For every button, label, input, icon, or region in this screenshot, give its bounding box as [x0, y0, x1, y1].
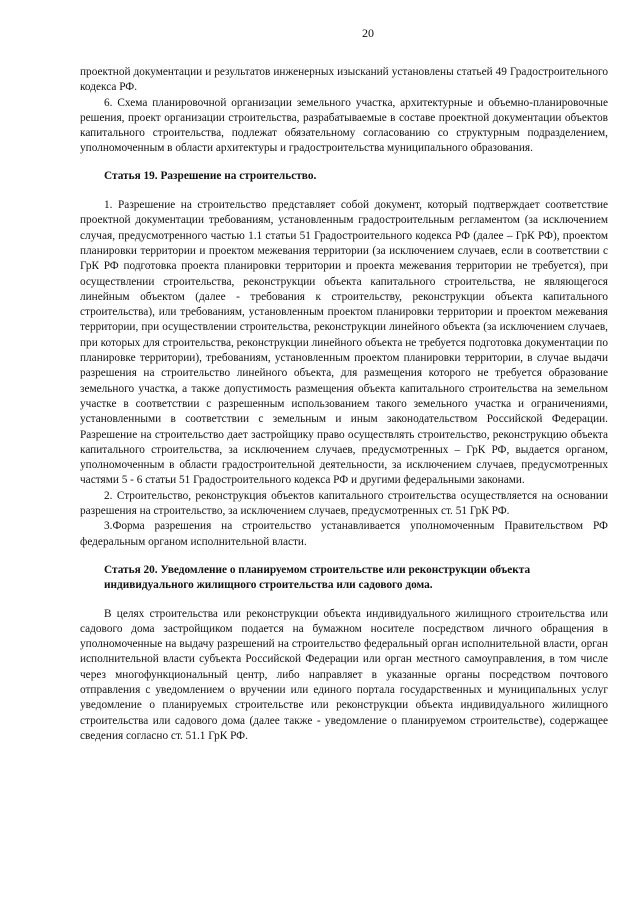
- article-19-heading: Статья 19. Разрешение на строительство.: [104, 169, 317, 182]
- article-20-paragraph-1: В целях строительства или реконструкции объекта индивидуального жилищного строительства или садового дома застройщиком подается на бумажном носителе посредством личного обращения в уполномоченные на выдачу разрешений на строительство федеральный орган исполнительной власти, орган исполнительной власти субъекта Российской Федерации или орган местного самоуправления, в том числе через многофункциональный центр, либо направляет в указанные органы посредством почтового отправления с уведомлением о вручении или единого портала государственных и муниципальных услуг уведомление о планируемых строительстве или реконструкции объекта индивидуального жилищного строительства или садового дома (далее также - уведомление о планируемом строительстве), содержащее сведения согласно ст. 51.1 ГрК РФ.: [80, 607, 608, 742]
- article-19-paragraph-1: 1. Разрешение на строительство представляет собой документ, который подтверждает соответствие проектной документации требованиям, установленным градостроительным регламентом (за исключением случая, предусмотренного частью 1.1 статьи 51 Градостроительного кодекса РФ (далее – ГрК РФ), проектом планировки территории и проектом межевания территории (за исключением случаев, если в соответствии с ГрК РФ подготовка проекта планировки территории и проекта межевания территории не требуется), при осуществлении строительства, реконструкции объекта капитального строительства, не являющегося линейным объектом (далее - требования к строительству, реконструкции объекта капитального строительства), или требованиям, установленным проектом планировки территории и проектом межевания территории, при осуществлении строительства, реконструкции линейного объекта (за исключением случаев, при которых для строительства, реконструкции линейного объекта не требуется подготовка документации по планировке территории), требованиям, установленным проектом планировки территории, в случае выдачи разрешения на строительство линейного объекта, для размещения которого не требуется образование земельного участка, а также допустимость размещения объекта капитального строительства на земельном участке в соответствии с разрешенным использованием такого земельного участка и ограничениями, установленными в соответствии с земельным и иным законодательством Российской Федерации. Разрешение на строительство дает застройщику право осуществлять строительство, реконструкцию объекта капитального строительства, за исключением случаев, предусмотренных – ГрК РФ, выдается органом, уполномоченным в области градостроительной деятельности, за исключением случаев, предусмотренных частями 5 - 6 статьи 51 Градостроительного кодекса РФ и другими федеральными законами.: [80, 199, 608, 487]
- page-number: 20: [362, 26, 374, 40]
- paragraph-item-6: 6. Схема планировочной организации земельного участка, архитектурные и объемно-планировочные решения, проект организации строительства, разрабатываемые в составе проектной документации объектов капитального строительства, подлежат обязательному согласованию со структурным подразделением, уполномоченным в области архитектуры и градостроительства муниципального образования.: [80, 96, 608, 155]
- article-20-heading: Статья 20. Уведомление о планируемом строительстве или реконструкции объекта индивидуального жилищного строительства или садового дома.: [104, 563, 531, 592]
- article-19-paragraph-2: 2. Строительство, реконструкция объектов капитального строительства осуществляется на основании разрешения на строительство, за исключением случаев, предусмотренных ст. 51 ГрК РФ.: [80, 489, 608, 518]
- paragraph-continuation: проектной документации и результатов инженерных изысканий установлены статьей 49 Градостроительного кодекса РФ.: [80, 66, 608, 94]
- article-19-paragraph-3: 3.Форма разрешения на строительство устанавливается уполномоченным Правительством РФ федеральным органом исполнительной власти.: [80, 520, 608, 548]
